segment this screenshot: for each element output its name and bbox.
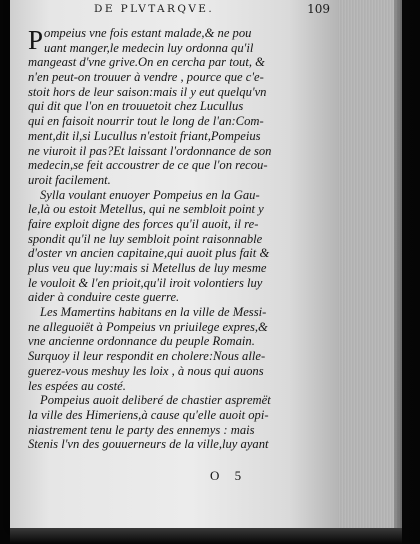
text-line: qui dit que l'on en trouuetoit chez Lucullus (28, 99, 244, 114)
body-text (28, 26, 340, 452)
drop-cap: P (28, 25, 44, 55)
text-line: medecin,se feit accoustrer de ce que l'on recou- (28, 158, 268, 173)
text-line: spondit qu'il ne luy sembloit point raisonnable (28, 231, 263, 246)
text-line: le vouloit & l'en prioit,qu'il iroit volontiers luy (28, 275, 263, 290)
text-line: mangeast d'vne grive.On en cercha par tout, & (28, 55, 265, 70)
text-line: faire exploit digne des forces qu'il auoit, il re- (28, 216, 259, 231)
text-line: Surquoy il leur respondit en cholere:Nous alle- (28, 349, 266, 364)
text-line: Les Mamertins habitans en la ville de Messi- (40, 305, 267, 320)
text-line: stoit hors de leur saison:mais il y eut quelqu'vn (28, 84, 267, 99)
text-line: ne alleguoiët à Pompeius vn priuilege expres,& (28, 319, 268, 334)
text-line: ment,dit il,si Lucullus n'estoit friant,Pompeius (28, 128, 261, 143)
signature-mark: O 5 (210, 468, 248, 483)
page-header (24, 3, 342, 19)
running-head: DE PLVTARQVE. (94, 3, 215, 15)
book-page (10, 0, 338, 528)
text-line: plus veu que luy:mais si Metellus de luy mesme (28, 261, 267, 275)
page-edges (338, 0, 402, 528)
page-bottom-shadow (10, 528, 402, 544)
text-line: le,là ou estoit Metellus, qui ne sembloit point y (28, 202, 264, 217)
text-line: n'en peut-on trouuer à vendre , pource que c'e- (28, 70, 264, 85)
text-line: uant manger,le medecin luy ordonna qu'il (44, 40, 254, 55)
text-line: Sylla voulant enuoyer Pompeius en la Gau- (40, 187, 260, 202)
text-line: ne viuroit il pas?Et laissant l'ordonnance de son (28, 143, 272, 158)
page-number: 109 (307, 2, 330, 16)
text-line: guerez-vous meshuy les loix , à nous qui auons (28, 363, 264, 378)
edge-shadow (394, 0, 420, 544)
text-line: les espées au costé. (28, 378, 126, 393)
text-line: Stenis l'vn des gouuerneurs de la ville,luy ayant (28, 437, 269, 452)
text-line: qui en faisoit nourrir tout le long de l'an:Com- (28, 114, 264, 129)
text-line: uroit facilement. (28, 172, 111, 187)
text-line: niastrement tenu le party des ennemys : mais (28, 422, 255, 437)
text-line: d'oster vn ancien capitaine,qui auoit plus fait & (28, 246, 270, 261)
text-line: ompeius vne fois estant malade,& ne pou (44, 26, 252, 40)
text-line: Pompeius auoit deliberé de chastier aspremët (40, 393, 271, 408)
text-line: aider à conduire ceste guerre. (28, 290, 180, 305)
text-line: vne ancienne ordonnance du peuple Romain. (28, 334, 255, 349)
text-line: la ville des Himeriens,à cause qu'elle auoit opi- (28, 407, 269, 422)
